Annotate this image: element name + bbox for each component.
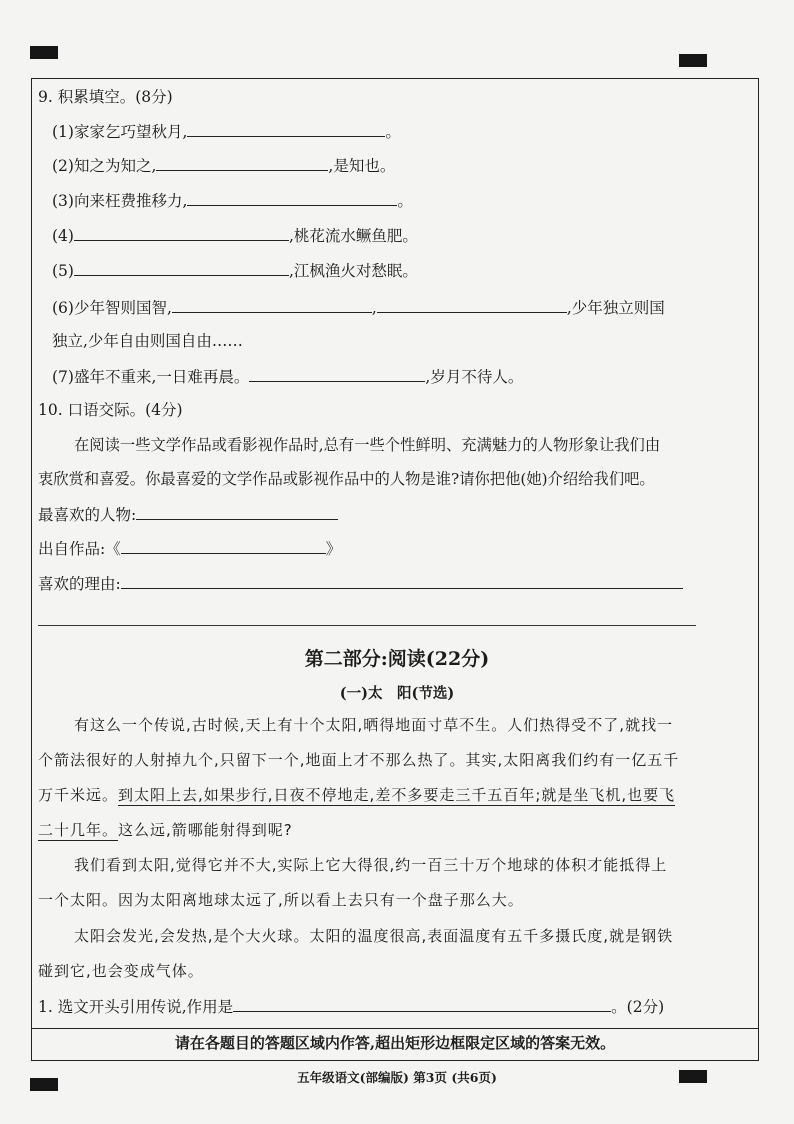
answer-blank[interactable]	[377, 297, 567, 313]
passage-line: 个箭法很好的人射掉九个,只留下一个,地面上才不那么热了。其实,太阳离我们约有一亿五千	[38, 751, 680, 769]
passage-line: 万千米远。到太阳上去,如果步行,日夜不停地走,差不多要走三千五百年;就是坐飞机,也要飞	[38, 786, 676, 804]
underlined-sentence: 到太阳上去,如果步行,日夜不停地走,差不多要走三千五百年;就是坐飞机,也要飞	[118, 786, 676, 804]
q9-item-4: (4) ,桃花流水鳜鱼肥。	[52, 227, 418, 245]
passage-line: 我们看到太阳,觉得它并不大,实际上它大得很,约一百三十万个地球的体积才能抵得上	[74, 856, 668, 874]
page-footer: 五年级语文(部编版) 第3页 (共6页)	[297, 1070, 497, 1085]
answer-blank[interactable]	[233, 996, 611, 1012]
underlined-sentence: 二十几年。	[38, 821, 119, 839]
q9-item-3: (3)向来枉费推移力, 。	[52, 192, 413, 210]
passage-line: 二十几年。这么远,箭哪能射得到呢?	[38, 821, 293, 839]
answer-blank[interactable]	[172, 297, 372, 313]
q10-prompt-2: 衷欣赏和喜爱。你最喜爱的文学作品或影视作品中的人物是谁?请你把他(她)介绍给我们吧。	[38, 470, 655, 488]
q9-title: 9. 积累填空。(8分)	[38, 88, 173, 106]
answer-blank[interactable]	[187, 190, 397, 206]
passage-line: 一个太阳。因为太阳离地球太远了,所以看上去只有一个盘子那么大。	[38, 891, 524, 909]
q10-title: 10. 口语交际。(4分)	[38, 401, 183, 419]
q10-favorite: 最喜欢的人物:	[38, 504, 338, 525]
passage-title: (一)太 阳(节选)	[339, 685, 455, 702]
passage-line: 有这么一个传说,古时候,天上有十个太阳,晒得地面寸草不生。人们热得受不了,就找一	[74, 716, 674, 734]
answer-blank[interactable]	[74, 225, 289, 241]
answer-blank[interactable]	[187, 121, 385, 137]
reason-line-2[interactable]	[38, 625, 696, 626]
answer-blank[interactable]	[249, 366, 425, 382]
q9-item-2: (2)知之为知之, ,是知也。	[52, 157, 396, 175]
answer-area-notice: 请在各题目的答题区域内作答,超出矩形边框限定区域的答案无效。	[31, 1028, 759, 1061]
q10-work: 出自作品:《 》	[38, 540, 342, 558]
corner-mark-top-left	[30, 46, 58, 59]
part2-title: 第二部分:阅读(22分)	[304, 648, 490, 670]
q9-item-7: (7)盛年不重来,一日难再晨。 ,岁月不待人。	[52, 368, 524, 386]
reason-field[interactable]	[121, 573, 683, 589]
q9-item-6: (6)少年智则国智, , ,少年独立则国	[52, 299, 665, 317]
work-title-field[interactable]	[121, 538, 326, 554]
q9-item-1: (1)家家乞巧望秋月, 。	[52, 123, 401, 141]
q9-item-5: (5) ,江枫渔火对愁眠。	[52, 262, 418, 280]
q10-prompt-1: 在阅读一些文学作品或看影视作品时,总有一些个性鲜明、充满魅力的人物形象让我们由	[74, 436, 661, 454]
favorite-character-field[interactable]	[136, 504, 338, 520]
q10-reason: 喜欢的理由:	[38, 573, 683, 594]
answer-blank[interactable]	[74, 260, 289, 276]
passage-line: 太阳会发光,会发热,是个大火球。太阳的温度很高,表面温度有五千多摄氏度,就是钢铁	[74, 927, 674, 945]
reading-question-1: 1. 选文开头引用传说,作用是 。(2分)	[38, 998, 665, 1016]
answer-blank[interactable]	[156, 155, 328, 171]
corner-mark-top-right	[679, 54, 707, 67]
q9-item-6-cont: 独立,少年自由则国自由……	[52, 332, 243, 350]
passage-line: 碰到它,也会变成气体。	[38, 962, 204, 980]
